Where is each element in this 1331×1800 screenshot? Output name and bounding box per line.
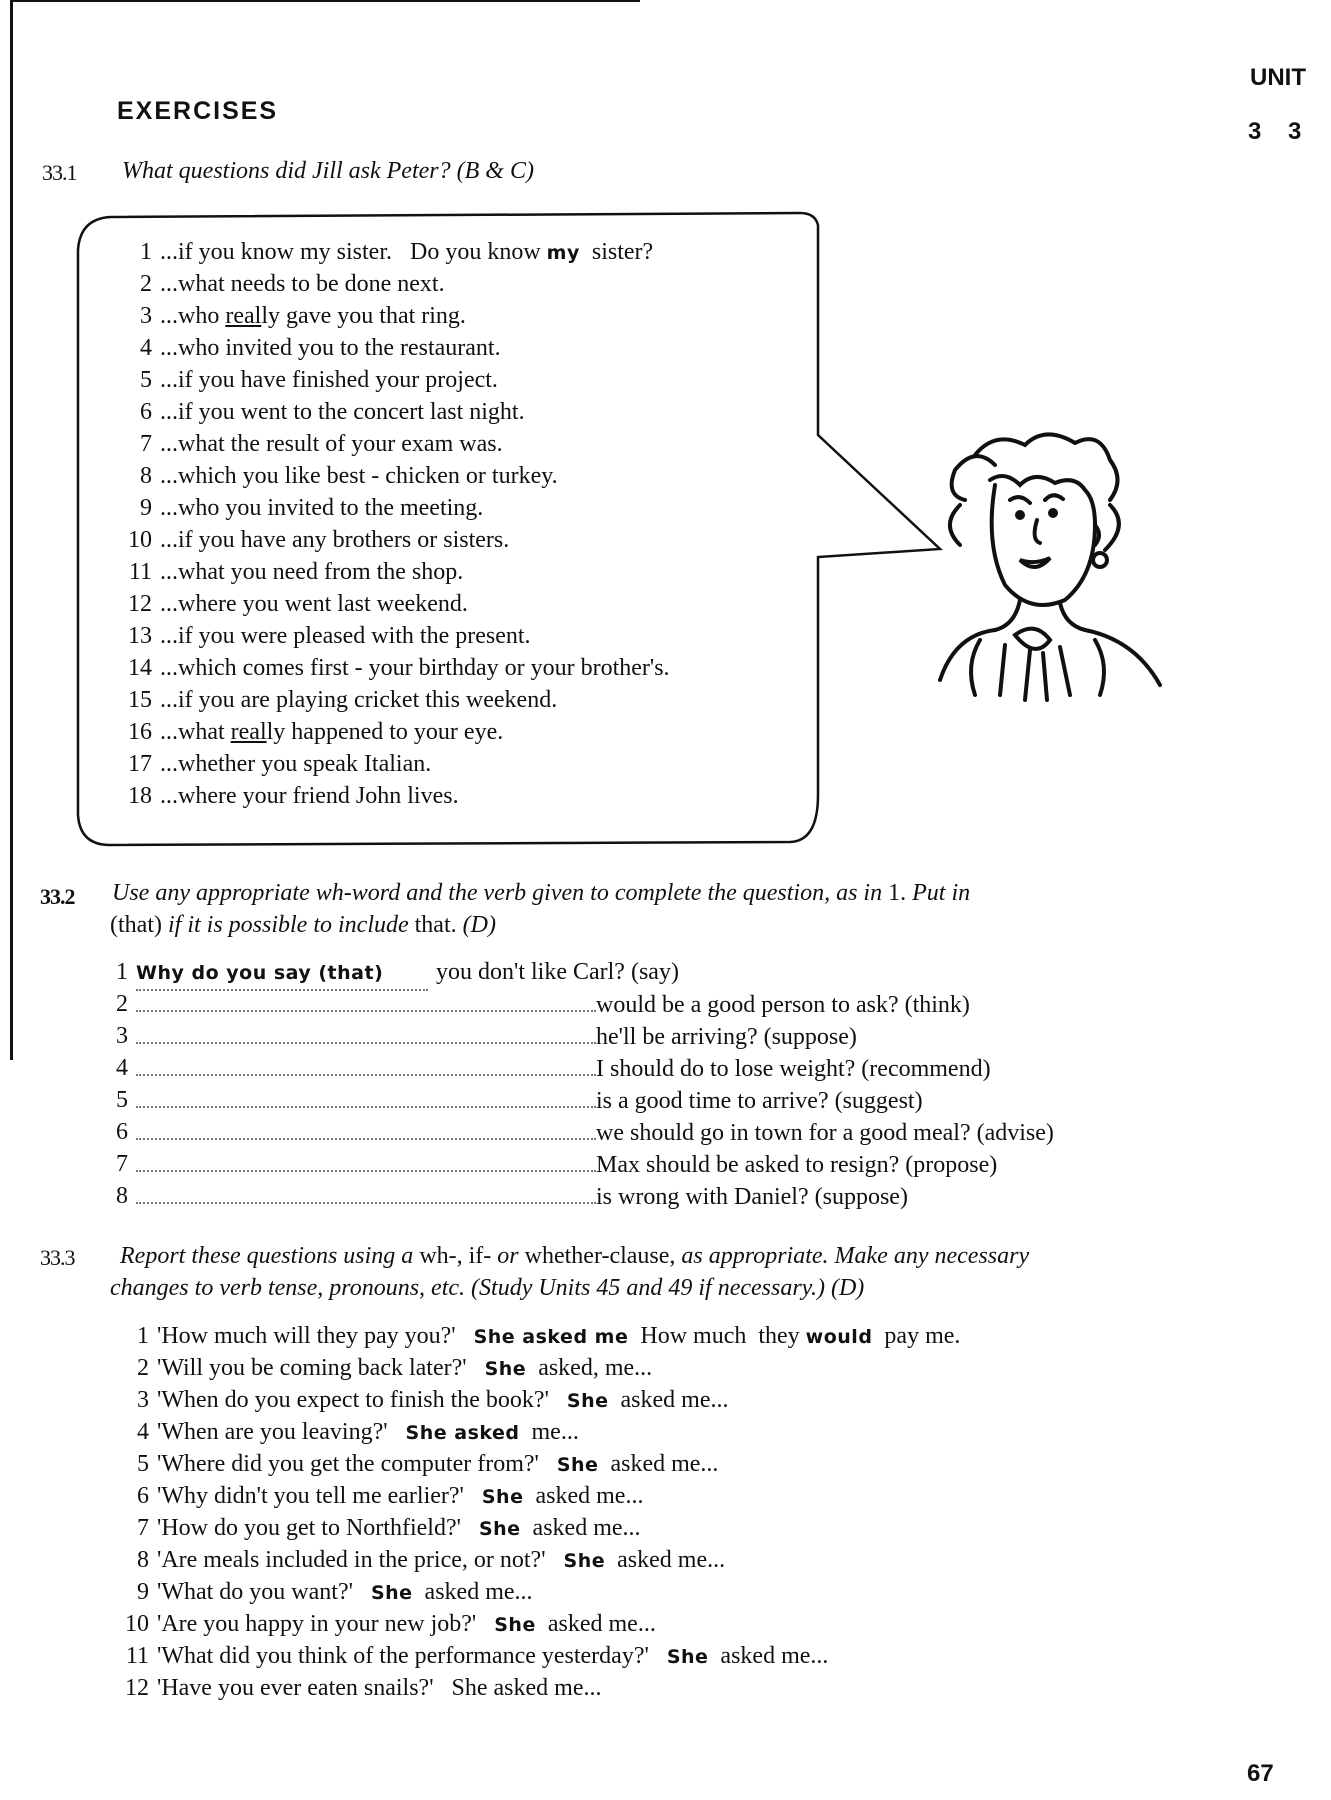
exercise-33-3-instruction-line1: Report these questions using a wh-, if- or whether-clause, as appropriate. Make any necessary (120, 1243, 1030, 1269)
answer-blank[interactable] (136, 1116, 596, 1140)
list-item: 3 'When do you expect to finish the book?' She asked me... (137, 1387, 729, 1413)
exercise-number-33-3: 33.3 (40, 1245, 75, 1270)
exercise-33-3-instruction-line2: changes to verb tense, pronouns, etc. (Study Units 45 and 49 if necessary.) (D) (110, 1275, 865, 1301)
section-title: EXERCISES (117, 97, 279, 125)
answer-blank[interactable] (136, 1180, 596, 1204)
list-item: 6 ...if you went to the concert last night. (140, 399, 525, 425)
list-item: 14 ...which comes first - your birthday or your brother's. (128, 655, 670, 681)
list-item: 4 'When are you leaving?' She asked me... (137, 1419, 579, 1445)
list-item: 2 'Will you be coming back later?' She asked, me... (137, 1355, 653, 1381)
woman-illustration (935, 425, 1195, 715)
list-item: 1 ...if you know my sister. Do you know my sister? (140, 239, 654, 265)
list-item: 9 ...who you invited to the meeting. (140, 495, 484, 521)
list-item: 10 'Are you happy in your new job?' She asked me... (125, 1611, 656, 1637)
exercise-33-2-instruction-line1: Use any appropriate wh-word and the verb given to complete the question, as in 1. Put in (112, 880, 971, 906)
top-rule (10, 0, 640, 2)
exercise-number-33-1: 33.1 (42, 160, 77, 185)
answer-blank[interactable] (136, 1084, 596, 1108)
list-item: 9 'What do you want?' She asked me... (137, 1579, 533, 1605)
list-item: 2 ...what needs to be done next. (140, 271, 445, 297)
list-item: 10 ...if you have any brothers or sisters. (128, 527, 510, 553)
page-number: 67 (1247, 1760, 1274, 1787)
list-item: 18 ...where your friend John lives. (128, 783, 459, 809)
list-item: 7 ...what the result of your exam was. (140, 431, 503, 457)
gap-fill-row: 6 we should go in town for a good meal? (advise) (136, 1116, 1054, 1148)
list-item: 8 ...which you like best - chicken or turkey. (140, 463, 558, 489)
exercise-33-2-instruction-line2: (that) if it is possible to include that. (D) (110, 912, 496, 938)
list-item: 3 ...who really gave you that ring. (140, 303, 466, 329)
example-answer-handwritten: my (546, 242, 580, 264)
gap-fill-row: 3 he'll be arriving? (suppose) (136, 1020, 857, 1052)
gap-fill-row: 2 would be a good person to ask? (think) (136, 988, 970, 1020)
list-item: 8 'Are meals included in the price, or not?' She asked me... (137, 1547, 726, 1573)
unit-label: UNIT (1250, 64, 1306, 91)
gap-fill-row: 5 is a good time to arrive? (suggest) (136, 1084, 923, 1116)
exercise-number-33-2: 33.2 (40, 884, 75, 909)
list-item: 11 ...what you need from the shop. (128, 559, 464, 585)
list-item: 5 'Where did you get the computer from?' She asked me... (137, 1451, 719, 1477)
gap-fill-row: 8 is wrong with Daniel? (suppose) (136, 1180, 908, 1212)
list-item: 6 'Why didn't you tell me earlier?' She asked me... (137, 1483, 644, 1509)
list-item: 4 ...who invited you to the restaurant. (140, 335, 501, 361)
list-item: 16 ...what really happened to your eye. (128, 719, 504, 745)
item-text: ...if you know my sister. (160, 239, 392, 265)
answer-blank[interactable] (136, 988, 596, 1012)
example-answer-handwritten: Why do you say (that) (136, 957, 428, 991)
gap-fill-row: 7 Max should be asked to resign? (propose) (136, 1148, 997, 1180)
list-item: 11 'What did you think of the performance yesterday?' She asked me... (125, 1643, 829, 1669)
answer-blank[interactable] (136, 1148, 596, 1172)
list-item: 5 ...if you have finished your project. (140, 367, 498, 393)
example-answer-c: sister? (591, 239, 654, 265)
exercise-33-1-instruction: What questions did Jill ask Peter? (B & C) (122, 158, 534, 184)
list-item: 15 ...if you are playing cricket this weekend. (128, 687, 558, 713)
list-item: 13 ...if you were pleased with the present. (128, 623, 531, 649)
list-item: 7 'How do you get to Northfield?' She asked me... (137, 1515, 641, 1541)
answer-blank[interactable] (136, 1020, 596, 1044)
list-item: 1 'How much will they pay you?' She asked me How much they would pay me. (137, 1323, 961, 1349)
list-item: 12 ...where you went last weekend. (128, 591, 468, 617)
example-answer-a: Do you know (410, 239, 541, 265)
handwritten-answer: She asked me (473, 1326, 629, 1348)
left-margin-bar (10, 0, 13, 1060)
answer-blank[interactable] (136, 1052, 596, 1076)
list-item: 12 'Have you ever eaten snails?' She asked me... (125, 1675, 602, 1701)
unit-number: 3 3 (1248, 118, 1312, 145)
list-item: 17 ...whether you speak Italian. (128, 751, 432, 777)
gap-fill-row: 1 Why do you say (that) you don't like Carl? (say) (136, 956, 679, 988)
gap-fill-row: 4 I should do to lose weight? (recommend) (136, 1052, 991, 1084)
